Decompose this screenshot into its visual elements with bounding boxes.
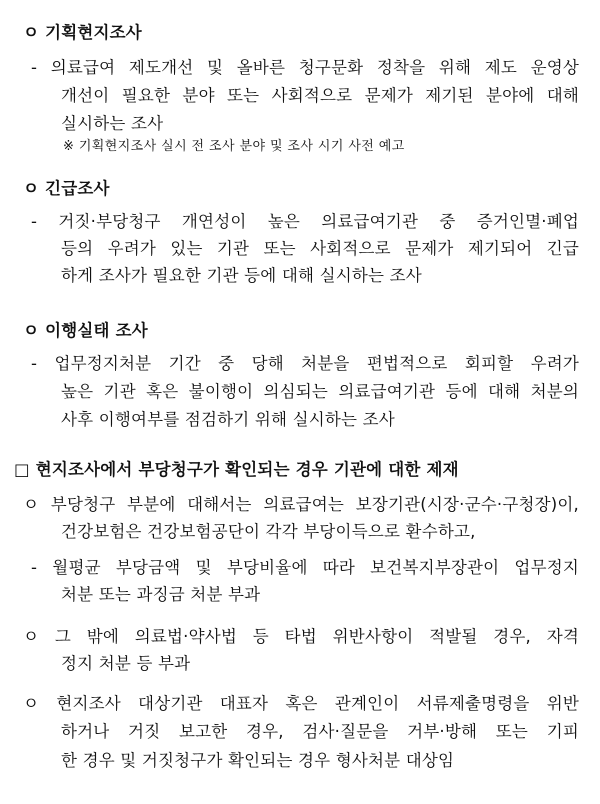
section-heading-planned-inspection: ㅇ 기획현지조사: [23, 23, 142, 42]
body-line: ㅇ 부당청구 부분에 대해서는 의료급여는 보장기관(시장·군수·구청장)이,: [23, 495, 579, 514]
body-line: 하게 조사가 필요한 기관 등에 대해 실시하는 조사: [61, 266, 422, 285]
body-line: 한 경우 및 거짓청구가 확인되는 경우 형사처분 대상임: [61, 751, 455, 770]
body-line: - 의료급여 제도개선 및 올바른 청구문화 정착을 위해 제도 운영상: [31, 58, 579, 77]
section-heading-compliance-inspection: ㅇ 이행실태 조사: [23, 321, 148, 340]
body-line: 등의 우려가 있는 기관 또는 사회적으로 문제가 제기되어 긴급: [61, 239, 579, 258]
body-line: ㅇ 그 밖에 의료법·약사법 등 타법 위반사항이 적발될 경우, 자격: [23, 627, 579, 646]
footnote: ※ 기획현지조사 실시 전 조사 분야 및 조사 시기 사전 예고: [63, 139, 405, 154]
body-line: 실시하는 조사: [61, 114, 164, 133]
body-line: 높은 기관 혹은 불이행이 의심되는 의료급여기관 등에 대해 처분의: [61, 382, 579, 401]
body-line: ㅇ 현지조사 대상기관 대표자 혹은 관계인이 서류제출명령을 위반: [23, 694, 579, 713]
body-line: 사후 이행여부를 점검하기 위해 실시하는 조사: [61, 410, 395, 429]
body-line: 건강보험은 건강보험공단이 각각 부당이득으로 환수하고,: [61, 522, 476, 541]
body-line: 개선이 필요한 분야 또는 사회적으로 문제가 제기된 분야에 대해: [61, 86, 579, 105]
body-line: 하거나 거짓 보고한 경우, 검사·질문을 거부·방해 또는 기피: [61, 722, 579, 741]
body-line: - 업무정지처분 기간 중 당해 처분을 편법적으로 회피할 우려가: [31, 354, 579, 373]
body-line: - 거짓·부당청구 개연성이 높은 의료급여기관 중 증거인멸·폐업: [31, 212, 579, 231]
section-heading-sanctions: □ 현지조사에서 부당청구가 확인되는 경우 기관에 대한 제재: [14, 460, 459, 479]
section-heading-urgent-inspection: ㅇ 긴급조사: [23, 179, 110, 198]
body-line: - 월평균 부당금액 및 부당비율에 따라 보건복지부장관이 업무정지: [31, 558, 579, 577]
body-line: 정지 처분 등 부과: [61, 654, 191, 673]
body-line: 처분 또는 과징금 처분 부과: [61, 585, 261, 604]
